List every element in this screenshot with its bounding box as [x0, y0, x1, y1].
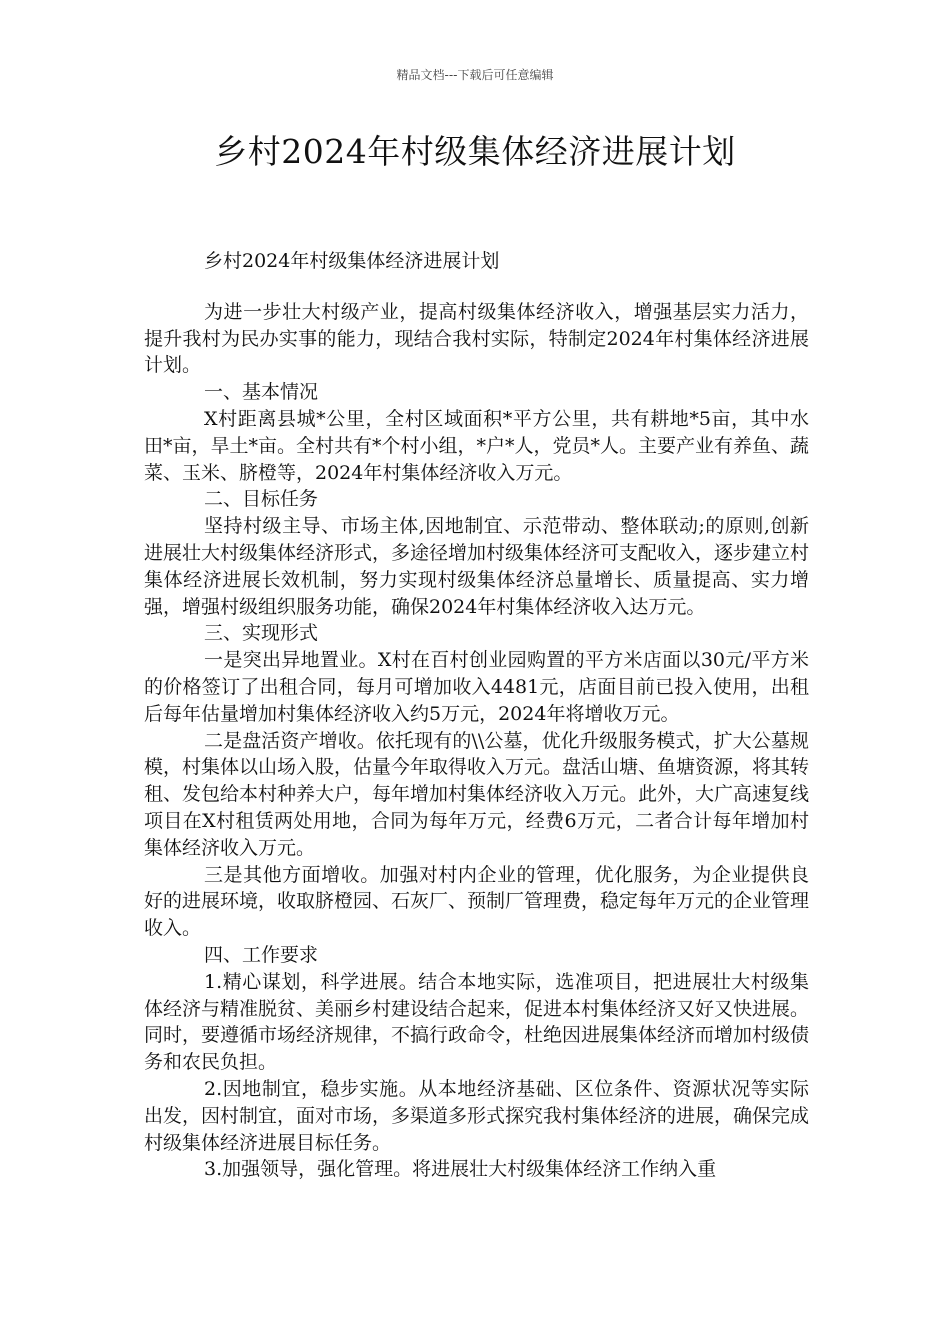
basic-situation-paragraph: X村距离县城*公里，全村区域面积*平方公里，共有耕地*5亩，其中水田*亩，旱土*亩。全村共有*个村小组，*户*人，党员*人。主要产业有养鱼、蔬菜、玉米、脐橙等，2024年村集体经济收入万元。: [144, 407, 810, 484]
section-heading-implementation: 三、实现形式: [204, 622, 319, 645]
implementation-paragraph-3: 三是其他方面增收。加强对村内企业的管理，优化服务，为企业提供良好的进展环境，收取脐橙园、石灰厂、预制厂管理费，稳定每年万元的企业管理收入。: [144, 863, 810, 940]
header-note: 精品文档---下载后可任意编辑: [396, 68, 554, 82]
requirements-paragraph-3: 3.加强领导，强化管理。将进展壮大村级集体经济工作纳入重: [204, 1158, 717, 1181]
goals-paragraph: 坚持村级主导、市场主体,因地制宜、示范带动、整体联动;的原则,创新进展壮大村级集体经济形式，多途径增加村级集体经济可支配收入，逐步建立村集体经济进展长效机制，努力实现村级集体经济总量增长、质量提高、实力增强，增强村级组织服务功能，确保2024年村集体经济收入达万元。: [144, 515, 810, 618]
document-subtitle: 乡村2024年村级集体经济进展计划: [204, 250, 500, 272]
implementation-paragraph-2: 二是盘活资产增收。依托现有的\\公墓，优化升级服务模式，扩大公墓规模，村集体以山场入股，估量今年取得收入万元。盘活山塘、鱼塘资源，将其转租、发包给本村种养大户，每年增加村集体经济收入万元。此外，大广高速复线项目在X村租赁两处用地，合同为每年万元，经费6万元，二者合计每年增加村集体经济收入万元。: [144, 729, 810, 859]
intro-paragraph: 为进一步壮大村级产业，提高村级集体经济收入，增强基层实力活力，提升我村为民办实事的能力，现结合我村实际，特制定2024年村集体经济进展计划。: [144, 300, 809, 377]
section-heading-basic-situation: 一、基本情况: [204, 381, 319, 404]
section-heading-requirements: 四、工作要求: [204, 943, 319, 966]
document-title: 乡村2024年村级集体经济进展计划: [214, 132, 736, 171]
implementation-paragraph-1: 一是突出异地置业。X村在百村创业园购置的平方米店面以30元/平方米的价格签订了出租合同，每月可增加收入4481元，店面目前已投入使用，出租后每年估量增加村集体经济收入约5万元，2024年将增收万元。: [144, 649, 809, 725]
section-heading-goals: 二、目标任务: [204, 488, 319, 511]
requirements-paragraph-1: 1.精心谋划，科学进展。结合本地实际，选准项目，把进展壮大村级集体经济与精准脱贫、美丽乡村建设结合起来，促进本村集体经济又好又快进展。同时，要遵循市场经济规律，不搞行政命令，杜绝因进展集体经济而增加村级债务和农民负担。: [144, 970, 810, 1074]
document-body: [144, 248, 809, 1183]
requirements-paragraph-2: 2.因地制宜，稳步实施。从本地经济基础、区位条件、资源状况等实际出发，因村制宜，面对市场，多渠道多形式探究我村集体经济的进展，确保完成村级集体经济进展目标任务。: [144, 1077, 810, 1154]
